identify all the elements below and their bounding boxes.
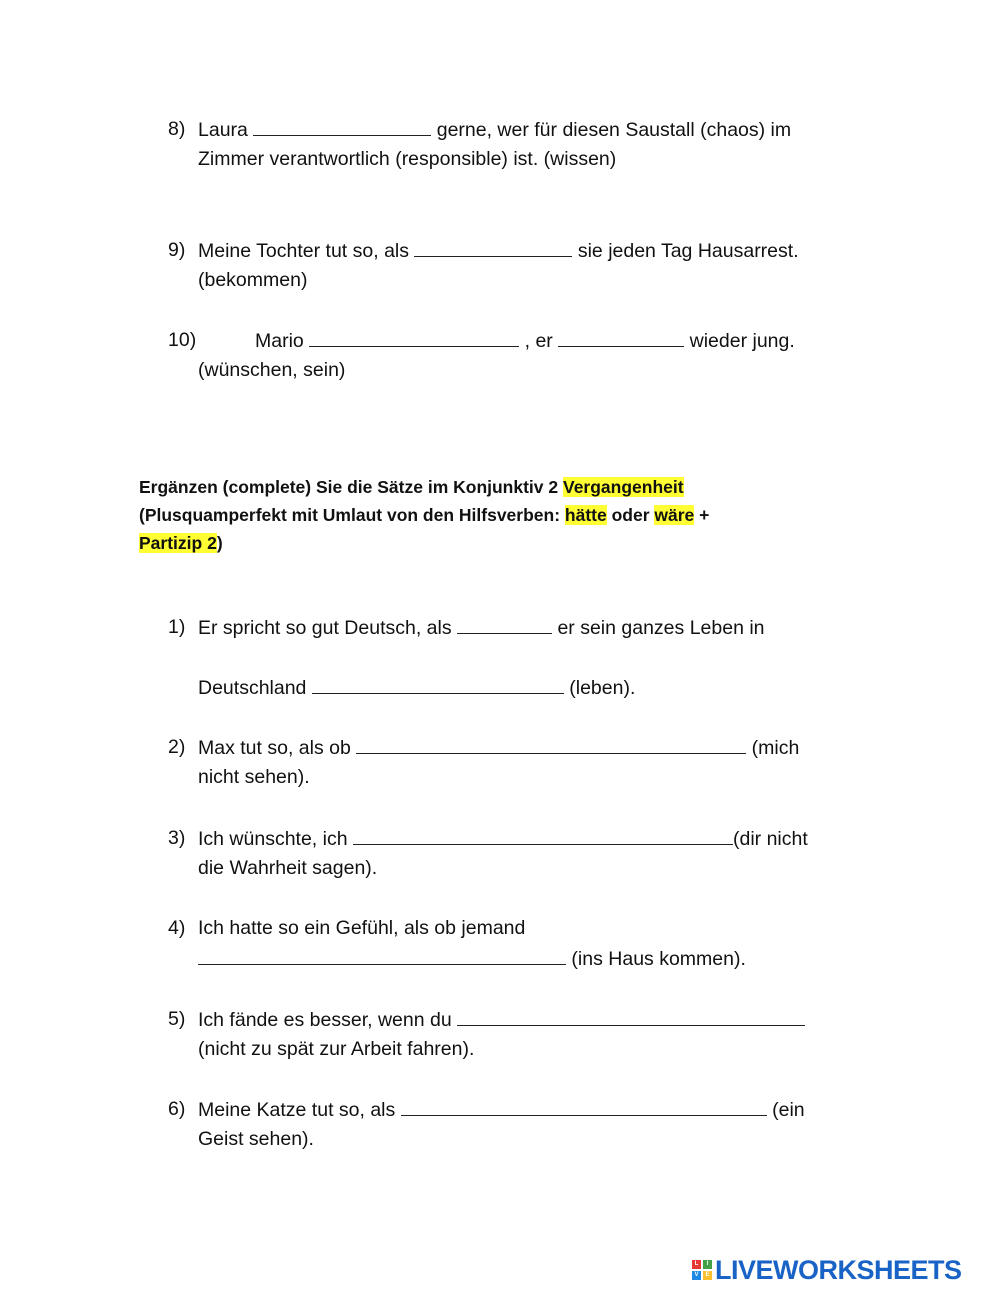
logo-letter: V [692, 1271, 701, 1280]
answer-blank[interactable] [401, 1098, 767, 1116]
highlight-haette: hätte [564, 505, 607, 525]
item-text: Deutschland [198, 677, 307, 699]
item-text: Meine Katze tut so, als [198, 1099, 396, 1121]
item-text: die Wahrheit sagen). [198, 857, 378, 879]
instruction-text: + [694, 505, 710, 525]
answer-blank[interactable] [457, 1008, 805, 1026]
instruction-text: (Plusquamperfekt mit Umlaut von den Hilfsverben: [139, 505, 565, 525]
answer-blank[interactable] [356, 736, 746, 754]
item-text: (leben). [569, 677, 636, 699]
item-text: (bekommen) [198, 269, 308, 291]
instruction-text: oder [606, 505, 655, 525]
item-text: er sein ganzes Leben in [557, 617, 765, 639]
highlight-waere: wäre [654, 505, 695, 525]
answer-blank[interactable] [312, 676, 564, 694]
item-text: (ins Haus kommen). [571, 948, 746, 970]
item-text: (wünschen, sein) [198, 359, 346, 381]
item-number: 10) [168, 329, 197, 351]
item-text: nicht sehen). [198, 766, 310, 788]
item-text: Zimmer verantwortlich (responsible) ist. (wissen) [198, 148, 617, 170]
logo-text: LIVEWORKSHEETS [715, 1254, 962, 1285]
item-text: Geist sehen). [198, 1128, 314, 1150]
logo-icon [692, 1260, 712, 1280]
item-text: Ich hatte so ein Gefühl, als ob jemand [198, 917, 526, 939]
item-number: 6) [168, 1098, 186, 1120]
item-text: Ich fände es besser, wenn du [198, 1009, 452, 1031]
item-text: (mich [751, 737, 800, 759]
item-number: 4) [168, 917, 186, 939]
item-number: 1) [168, 616, 186, 638]
item-number: 2) [168, 736, 186, 758]
logo-letter: I [703, 1260, 712, 1269]
answer-blank[interactable] [457, 616, 552, 634]
logo-letter: L [692, 1260, 701, 1269]
item-text: sie jeden Tag Hausarrest. [577, 240, 799, 262]
item-number: 9) [168, 239, 186, 261]
logo-letter: E [703, 1271, 712, 1280]
item-text: wieder jung. [689, 330, 795, 352]
section-instruction [139, 473, 839, 557]
answer-blank[interactable] [558, 329, 684, 347]
answer-blank[interactable] [353, 827, 733, 845]
item-text: Ich wünschte, ich [198, 828, 348, 850]
answer-blank[interactable] [414, 239, 572, 257]
answer-blank[interactable] [198, 947, 566, 965]
highlight-partizip: Partizip 2 [139, 533, 217, 553]
item-number: 8) [168, 118, 186, 140]
answer-blank[interactable] [253, 118, 431, 136]
item-text: Er spricht so gut Deutsch, als [198, 617, 452, 639]
item-text: Meine Tochter tut so, als [198, 240, 409, 262]
instruction-line-2 [139, 501, 839, 529]
item-text: (ein [772, 1099, 805, 1121]
item-text: (nicht zu spät zur Arbeit fahren). [198, 1038, 475, 1060]
highlight-vergangenheit: Vergangenheit [562, 477, 684, 497]
item-text: , er [524, 330, 553, 352]
item-text: (dir nicht [733, 828, 808, 850]
instruction-line-1 [139, 473, 839, 501]
item-number: 3) [168, 827, 186, 849]
instruction-text: ) [216, 533, 223, 553]
item-text: Mario [255, 330, 304, 352]
liveworksheets-logo[interactable] [692, 1254, 992, 1286]
instruction-line-3 [139, 529, 839, 557]
item-number: 5) [168, 1008, 186, 1030]
instruction-text: Ergänzen (complete) Sie die Sätze im Konjunktiv 2 [139, 477, 563, 497]
item-text: gerne, wer für diesen Saustall (chaos) im [436, 119, 792, 141]
item-text: Max tut so, als ob [198, 737, 351, 759]
item-text: Laura [198, 119, 248, 141]
answer-blank[interactable] [309, 329, 519, 347]
